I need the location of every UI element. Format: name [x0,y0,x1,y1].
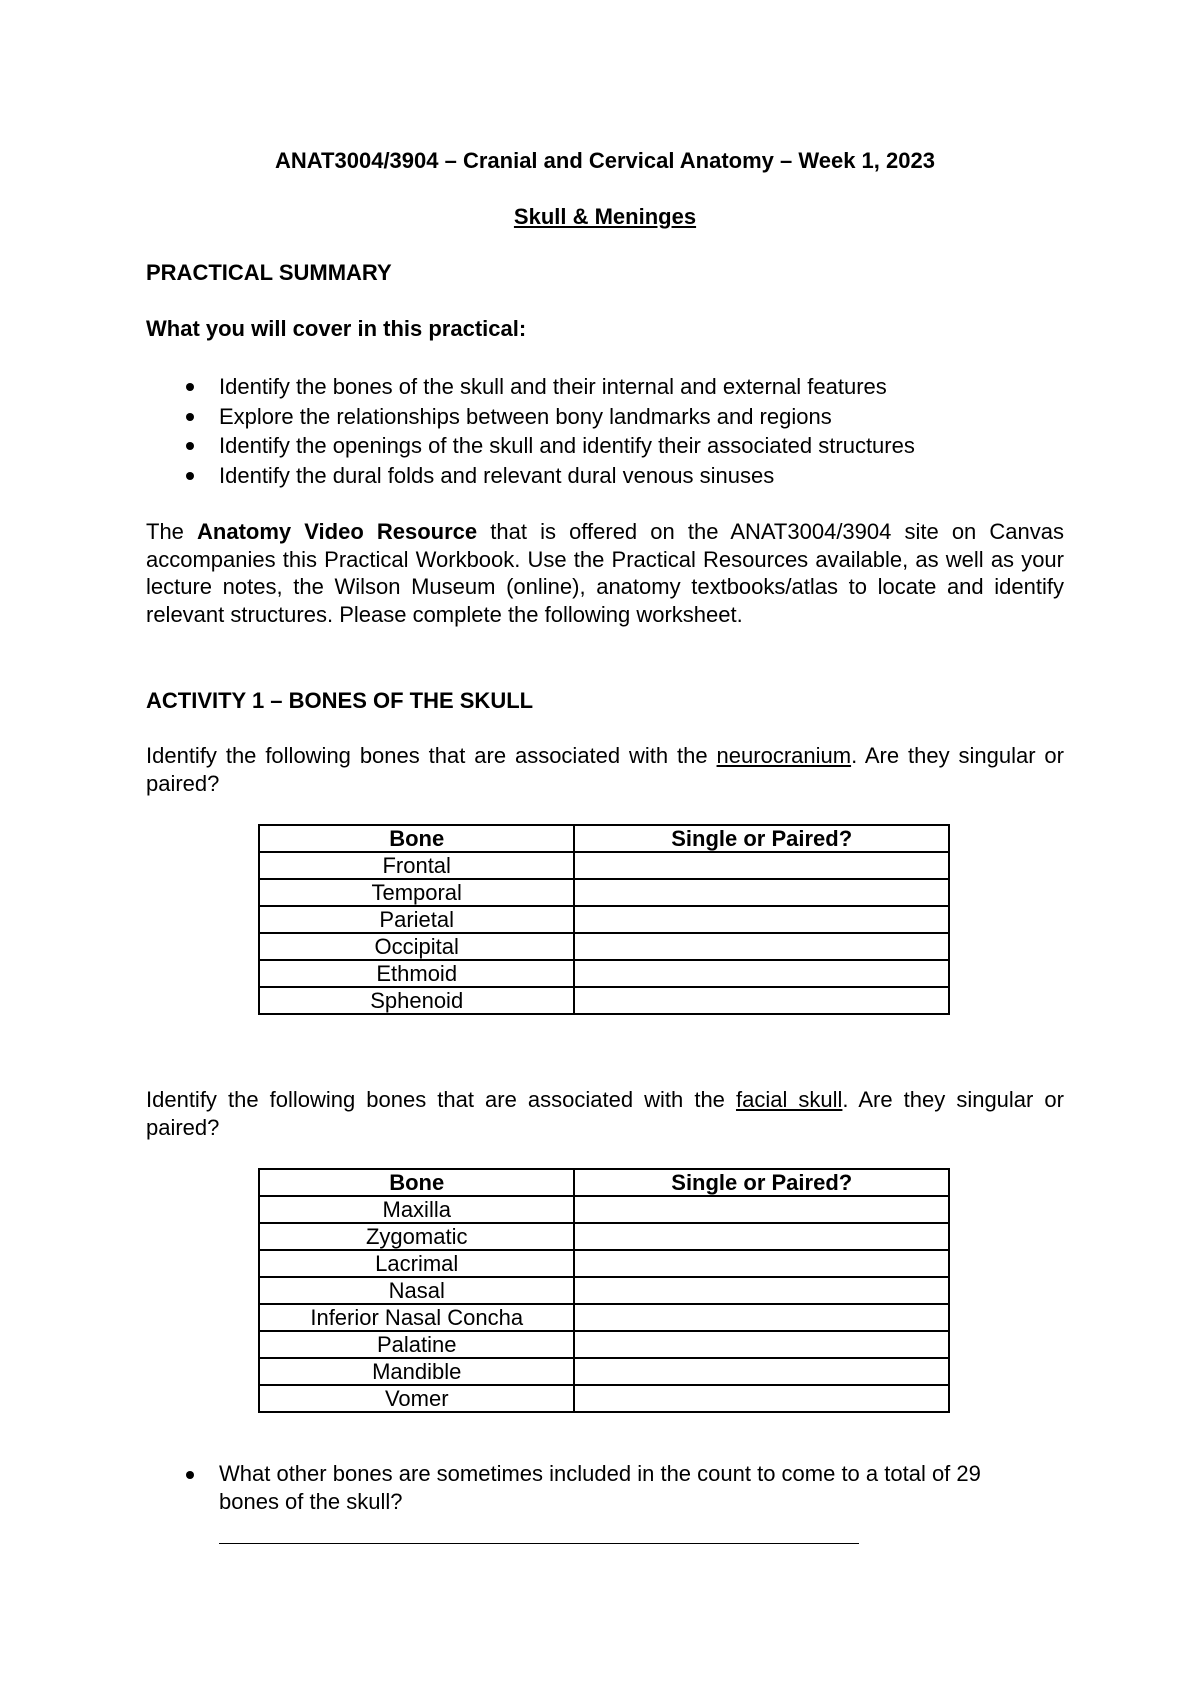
bone-cell: Palatine [259,1331,574,1358]
list-item: Explore the relationships between bony landmarks and regions [146,402,915,432]
table-row [259,960,949,987]
neurocranium-term: neurocranium [716,743,852,768]
bone-column-header: Bone [259,825,574,852]
bone-cell: Temporal [259,879,574,906]
list-item: Identify the dural folds and relevant dural venous sinuses [146,461,915,491]
facial-skull-table [258,1168,950,1413]
table-row [259,852,949,879]
bone-cell: Frontal [259,852,574,879]
bone-column-header: Bone [259,1169,574,1196]
answer-cell[interactable] [574,852,949,879]
bone-cell: Lacrimal [259,1250,574,1277]
question-text: What other bones are sometimes included in the count to come to a total of 29 bones of the skull? [219,1461,981,1514]
answer-line[interactable] [219,1543,859,1544]
prompt-text: . Are they singular or paired? [146,743,1064,796]
answer-cell[interactable] [574,1331,949,1358]
bullet-icon [186,1471,194,1479]
answer-cell[interactable] [574,987,949,1014]
prompt-text: Identify the following bones that are associated with the [146,1087,736,1112]
table-row [259,1196,949,1223]
table-row [259,1385,949,1412]
table-row [259,1277,949,1304]
bone-cell: Occipital [259,933,574,960]
answer-cell[interactable] [574,1250,949,1277]
answer-cell[interactable] [574,879,949,906]
bone-cell: Maxilla [259,1196,574,1223]
table-row [259,933,949,960]
objectives-list [146,372,915,490]
bone-cell: Vomer [259,1385,574,1412]
facial-skull-prompt [146,1086,1064,1141]
table-row [259,879,949,906]
intro-paragraph [146,518,1064,628]
list-item: Identify the openings of the skull and identify their associated structures [146,431,915,461]
intro-bold: Anatomy Video Resource [197,519,478,544]
table-header-row [259,1169,949,1196]
table-row [259,1358,949,1385]
table-row [259,906,949,933]
answer-cell[interactable] [574,1196,949,1223]
single-paired-column-header: Single or Paired? [574,1169,949,1196]
list-item: Identify the bones of the skull and their internal and external features [146,372,915,402]
bone-cell: Parietal [259,906,574,933]
prompt-text: . Are they singular or paired? [146,1087,1064,1140]
table-header-row [259,825,949,852]
bone-cell: Sphenoid [259,987,574,1014]
bone-cell: Mandible [259,1358,574,1385]
answer-cell[interactable] [574,1358,949,1385]
activity-heading: ACTIVITY 1 – BONES OF THE SKULL [146,688,534,713]
facial-skull-term: facial skull [735,1087,843,1112]
answer-cell[interactable] [574,1277,949,1304]
prompt-text: Identify the following bones that are associated with the [146,743,717,768]
single-paired-column-header: Single or Paired? [574,825,949,852]
neurocranium-prompt [146,742,1064,797]
answer-cell[interactable] [574,1304,949,1331]
answer-cell[interactable] [574,1385,949,1412]
intro-prefix: The [146,519,198,544]
document-title: ANAT3004/3904 – Cranial and Cervical Anatomy – Week 1, 2023 [275,148,935,173]
bone-cell: Inferior Nasal Concha [259,1304,574,1331]
bone-cell: Ethmoid [259,960,574,987]
answer-cell[interactable] [574,960,949,987]
answer-cell[interactable] [574,933,949,960]
document-subtitle: Skull & Meninges [513,204,697,229]
answer-cell[interactable] [574,1223,949,1250]
table-row [259,1223,949,1250]
bone-cell: Nasal [259,1277,574,1304]
neurocranium-table [258,824,950,1015]
practical-summary-heading: PRACTICAL SUMMARY [146,260,392,285]
cover-heading: What you will cover in this practical: [146,316,527,341]
table-row [259,1304,949,1331]
table-row [259,1331,949,1358]
intro-rest: that is offered on the ANAT3004/3904 site on Canvas accompanies this Practical Workbook. Use the Practical Resources available, as well as your lecture notes, the Wilson Museum (online), anatomy textbooks/atlas to locate and identify relevant structures. Please complete the following worksheet. [146,519,1064,627]
table-row [259,987,949,1014]
table-row [259,1250,949,1277]
bone-cell: Zygomatic [259,1223,574,1250]
answer-cell[interactable] [574,906,949,933]
